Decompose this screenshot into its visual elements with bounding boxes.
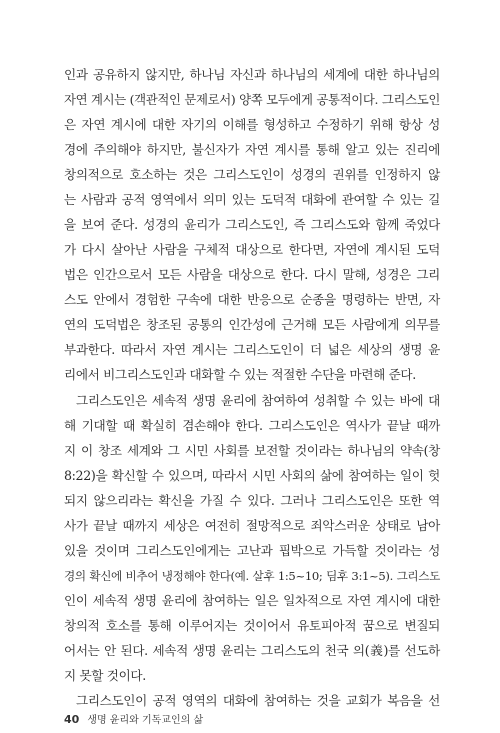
body-text-line: 창의적으로 호소하는 것은 그리스도인이 성경의 권위를 인정하지 않 [64,167,440,182]
body-text-line: 을 보여 준다. 성경의 윤리가 그리스도인, 즉 그리스도와 함께 죽었다 [64,217,440,232]
body-text-line: 지 이 창조 세계와 그 시민 사회를 보전할 것이라는 하나님의 약속(창 [64,443,440,458]
running-title: 생명 윤리와 기독교인의 삶 [87,715,204,726]
body-text-line: 연의 도덕법은 창조된 공통의 인간성에 근거해 모든 사람에게 의무를 [64,317,440,332]
body-text-line: 리에서 비그리스도인과 대화할 수 있는 적절한 수단을 마련해 준다. [64,367,416,382]
body-text-line: 되지 않으리라는 확신을 가질 수 있다. 그러나 그리스도인은 또한 역 [64,493,440,508]
body-text-line: 그리스도인은 세속적 생명 윤리에 참여하여 성취할 수 있는 바에 대 [76,393,440,408]
body-text-line: 인이 세속적 생명 윤리에 참여하는 일은 일차적으로 자연 계시에 대한 [64,593,440,608]
body-text-line: 사가 끝날 때까지 세상은 여전히 절망적으로 죄악스러운 상태로 남아 [64,518,440,533]
page-footer [64,712,203,728]
body-text-line: 지 못할 것이다. [64,668,146,683]
body-text-line: 법은 인간으로서 모든 사람을 대상으로 한다. 다시 말해, 성경은 그리 [64,267,440,282]
body-text-line: 인과 공유하지 않지만, 하나님 자신과 하나님의 세계에 대한 하나님의 [64,67,440,82]
body-text-line: 8:22)을 확신할 수 있으며, 따라서 시민 사회의 삶에 참여하는 일이 헛 [64,468,440,483]
body-text-line: 어서는 안 된다. 세속적 생명 윤리는 그리스도의 천국 의(義)를 선도하 [64,643,440,658]
body-text-line: 스도 안에서 경험한 구속에 대한 반응으로 순종을 명령하는 반면, 자 [64,292,440,307]
body-text-line: 는 사람과 공적 영역에서 의미 있는 도덕적 대화에 관여할 수 있는 길 [64,192,440,207]
body-text-line: 경의 확신에 비추어 냉정해야 한다(예. 살후 1:5~10; 딤후 3:1~5). 그리스도 [64,569,440,583]
body-text-line: 해 기대할 때 확실히 겸손해야 한다. 그리스도인은 역사가 끝날 때까 [64,418,440,433]
body-text-line: 부과한다. 따라서 자연 계시는 그리스도인이 더 넓은 세상의 생명 윤 [64,342,440,357]
body-text-line: 있을 것이며 그리스도인에게는 고난과 핍박으로 가득할 것이라는 성 [64,543,440,558]
body-text-line: 경에 주의해야 하지만, 불신자가 자연 계시를 통해 알고 있는 진리에 [64,142,440,157]
body-text-line: 가 다시 살아난 사람을 구체적 대상으로 한다면, 자연에 계시된 도덕 [64,242,440,257]
body-text-line: 그리스도인이 공적 영역의 대화에 참여하는 것을 교회가 복음을 선 [76,693,440,708]
page-number: 40 [64,713,80,726]
body-text-line: 은 자연 계시에 대한 자기의 이해를 형성하고 수정하기 위해 항상 성 [64,117,440,132]
body-text-line: 창의적 호소를 통해 이루어지는 것이어서 유토피아적 꿈으로 변질되 [64,618,440,633]
body-text-line: 자연 계시는 (객관적인 문제로서) 양쪽 모두에게 공통적이다. 그리스도인 [64,92,440,107]
